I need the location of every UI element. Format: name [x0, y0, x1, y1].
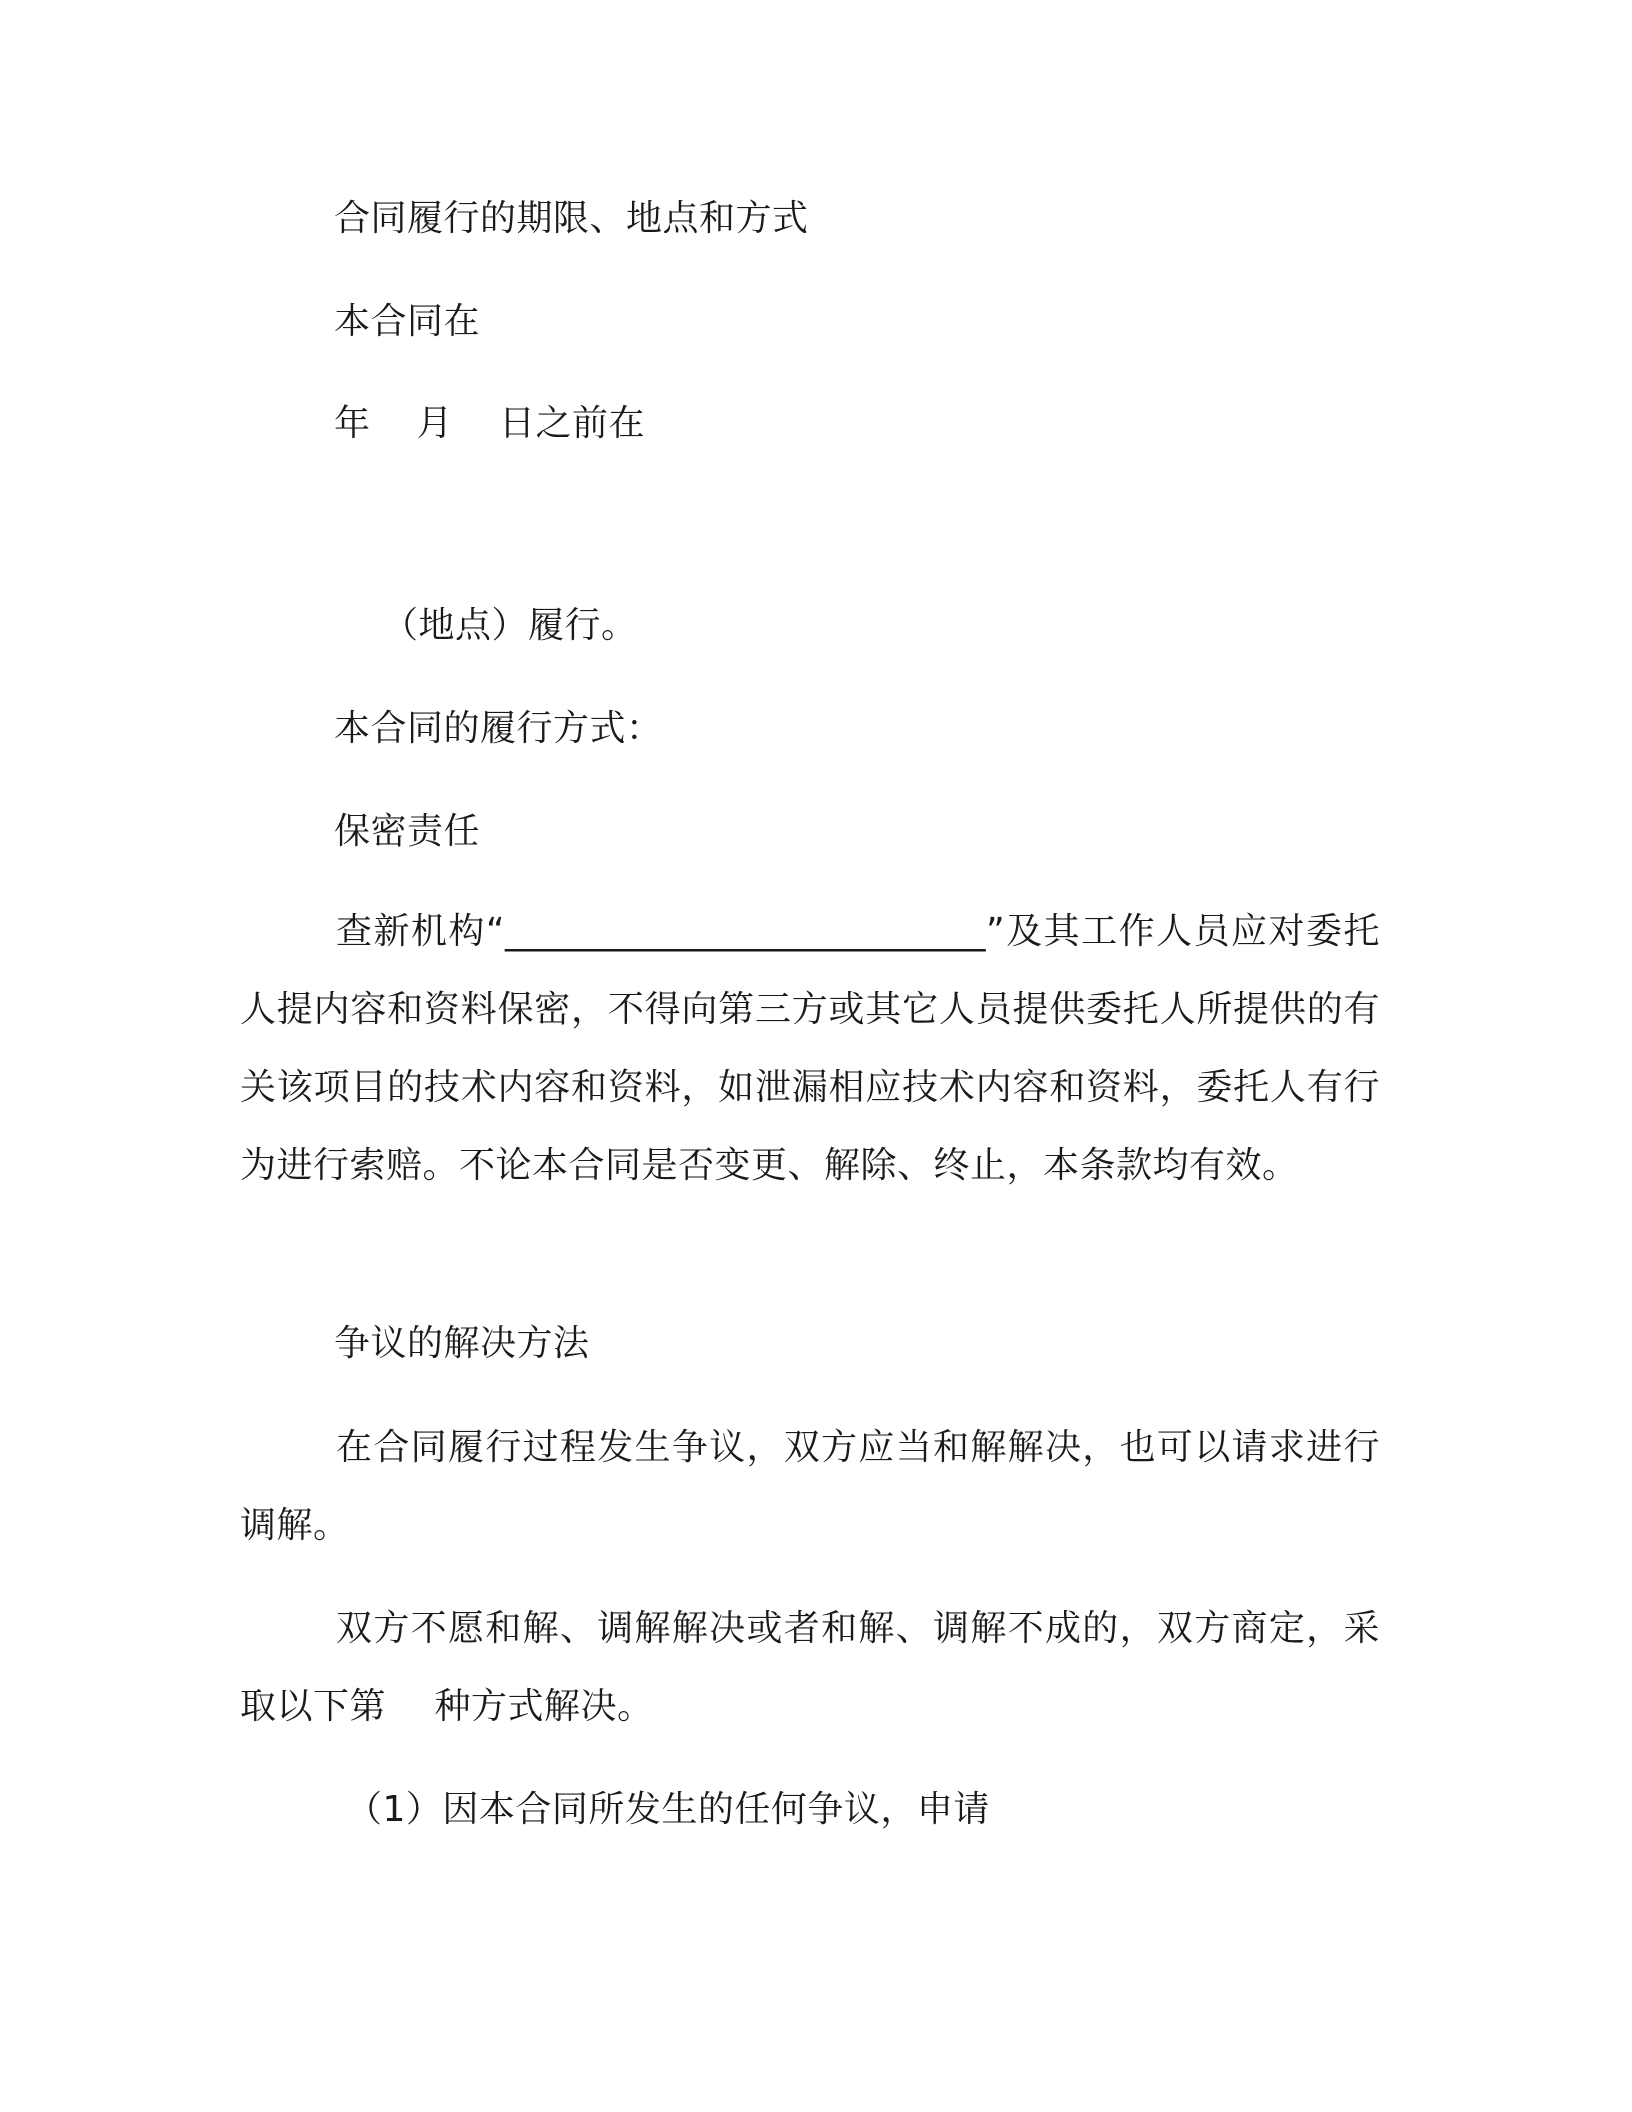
- dispute-paragraph-2: 双方不愿和解、调解解决或者和解、调解不成的，双方商定，采取以下第 种方式解决。: [240, 1608, 1380, 1727]
- date-day-before: 日之前在: [499, 403, 646, 444]
- date-year: 年: [334, 403, 371, 444]
- contract-in-text: 本合同在: [334, 301, 481, 342]
- heading-performance: 合同履行的期限、地点和方式: [334, 198, 809, 239]
- performance-method-text: 本合同的履行方式：: [334, 708, 663, 749]
- heading-confidentiality: 保密责任: [334, 811, 481, 852]
- heading-dispute: 争议的解决方法: [334, 1323, 590, 1364]
- date-month: 月: [416, 403, 454, 444]
- date-line: [334, 400, 645, 448]
- dispute-option-1: （1）因本合同所发生的任何争议，申请: [346, 1789, 990, 1830]
- confidentiality-paragraph: 查新机构“__________________________”及其工作人员应对委托人提内容和资料保密，不得向第三方或其它人员提供委托人所提供的有关该项目的技术内容和资料，如泄漏相应技术内容和资料，委托人有行为进行索赔。不论本合同是否变更、解除、终止，本条款均有效。: [240, 911, 1380, 1186]
- dispute-paragraph-1: 在合同履行过程发生争议，双方应当和解解决，也可以请求进行调解。: [240, 1427, 1380, 1546]
- location-performed-text: （地点）履行。: [382, 605, 638, 646]
